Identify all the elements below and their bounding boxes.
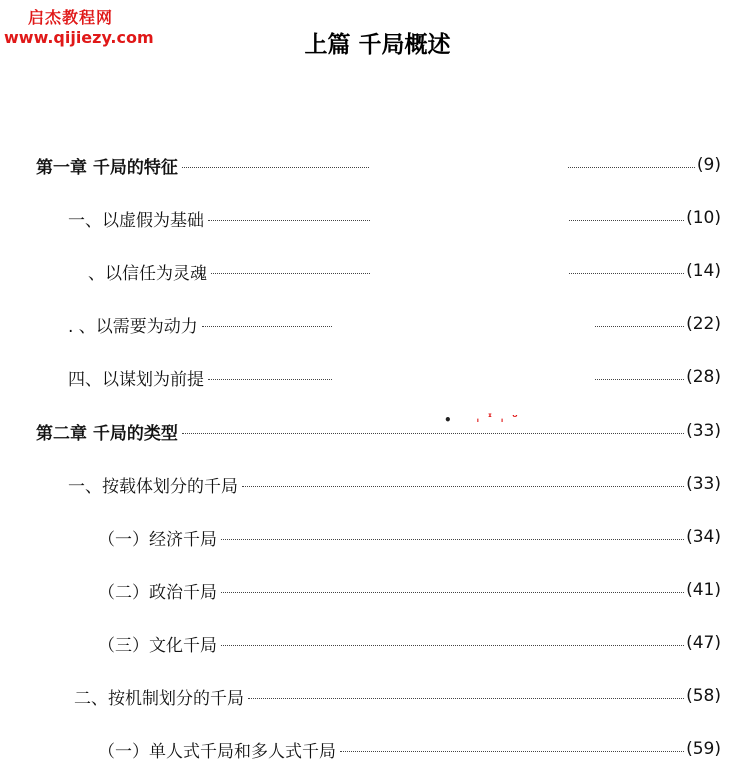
toc-entry-label: 一、按载体划分的千局 bbox=[68, 476, 238, 497]
watermark-url: www.qijiezy.com bbox=[4, 28, 154, 47]
toc-leader-dots bbox=[340, 751, 684, 752]
toc-entry bbox=[98, 629, 721, 657]
toc-entry-label: . 、以需要为动力 bbox=[68, 316, 198, 337]
toc-entry-page: (59) bbox=[686, 739, 721, 759]
toc-entry-page: (47) bbox=[686, 633, 721, 653]
toc-leader-dots bbox=[221, 539, 684, 540]
toc-entry-label: 四、以谋划为前提 bbox=[68, 369, 204, 390]
page-title: 上篇 千局概述 bbox=[304, 32, 451, 58]
toc-entry bbox=[68, 470, 721, 498]
toc-entry-page: (14) bbox=[686, 261, 721, 281]
leader-gap bbox=[370, 213, 568, 221]
stray-mark: ˌ ᶦ ˌ ᵕ bbox=[476, 410, 520, 424]
toc-entry-label: （二）政治千局 bbox=[98, 582, 217, 603]
toc-entry-page: (34) bbox=[686, 527, 721, 547]
toc-entry-label: 一、以虚假为基础 bbox=[68, 210, 204, 231]
toc-leader-dots bbox=[242, 486, 684, 487]
leader-gap bbox=[370, 160, 568, 168]
toc-entry bbox=[74, 682, 721, 710]
toc-entry-label: （一）单人式千局和多人式千局 bbox=[98, 741, 336, 762]
toc-entry-label: 二、按机制划分的千局 bbox=[74, 688, 244, 709]
toc-entry-page: (22) bbox=[686, 314, 721, 334]
toc-leader-dots bbox=[221, 645, 684, 646]
leader-gap bbox=[333, 372, 595, 380]
toc-entry bbox=[36, 417, 721, 445]
toc-entry-page: (28) bbox=[686, 367, 721, 387]
stray-mark: • bbox=[444, 413, 452, 427]
toc-entry bbox=[98, 523, 721, 551]
toc-entry-page: (41) bbox=[686, 580, 721, 600]
toc-entry-label: 第二章 千局的类型 bbox=[36, 423, 178, 444]
toc-leader-dots bbox=[182, 433, 684, 434]
leader-gap bbox=[370, 266, 568, 274]
toc-leader-dots bbox=[221, 592, 684, 593]
toc-entry-label: 第一章 千局的特征 bbox=[36, 157, 178, 178]
watermark-site-name: 启杰教程网 bbox=[28, 8, 114, 27]
toc-entry-page: (33) bbox=[686, 421, 721, 441]
toc-entry-page: (9) bbox=[696, 155, 721, 175]
toc-entry-page: (33) bbox=[686, 474, 721, 494]
toc-entry bbox=[98, 576, 721, 604]
toc-entry-page: (10) bbox=[686, 208, 721, 228]
toc-entry-page: (58) bbox=[686, 686, 721, 706]
toc-leader-dots bbox=[248, 698, 684, 699]
toc-entry-label: （三）文化千局 bbox=[98, 635, 217, 656]
leader-gap bbox=[333, 319, 595, 327]
toc-entry bbox=[98, 735, 721, 763]
toc-entry-label: 、以信任为灵魂 bbox=[88, 263, 207, 284]
toc-entry-label: （一）经济千局 bbox=[98, 529, 217, 550]
